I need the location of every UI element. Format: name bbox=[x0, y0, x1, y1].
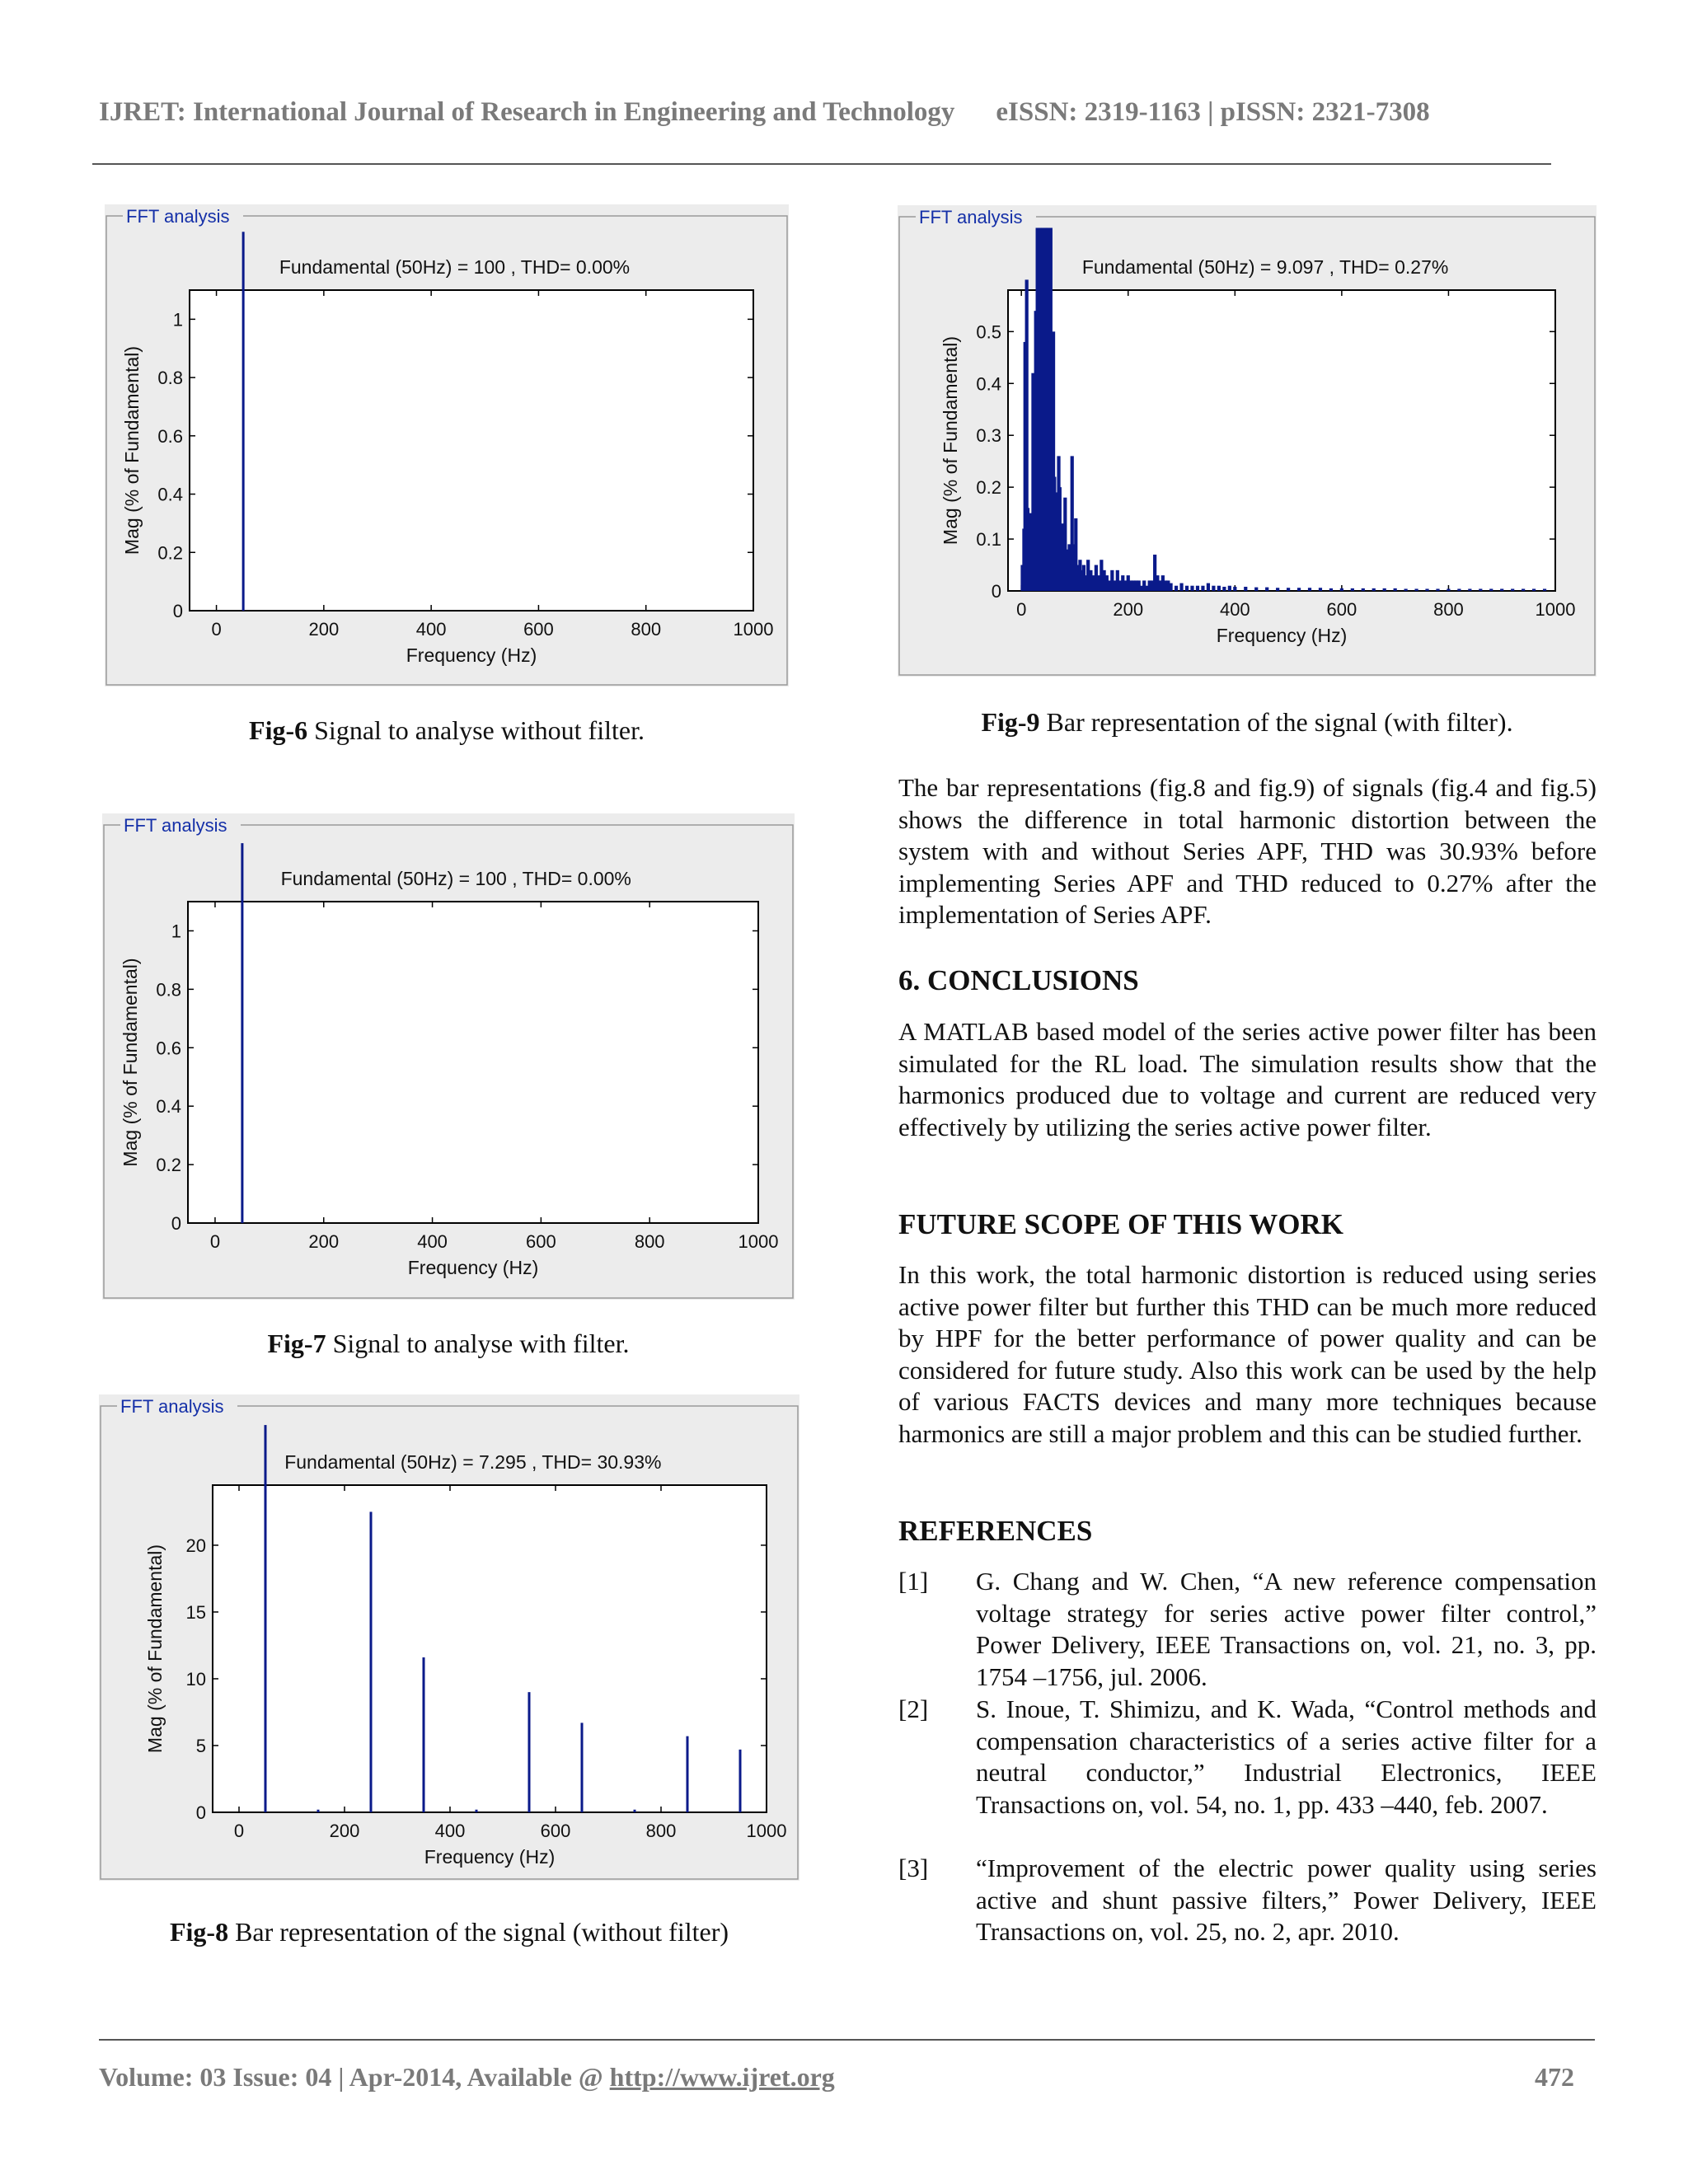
journal-url-link[interactable]: http://www.ijret.org bbox=[609, 2062, 835, 2092]
figure-7-label: Fig-7 bbox=[267, 1329, 326, 1358]
fft-bar bbox=[1340, 588, 1343, 591]
fft-bar bbox=[1287, 588, 1290, 591]
x-tick-label: 400 bbox=[417, 1231, 448, 1252]
fft-bar bbox=[1233, 587, 1236, 591]
x-tick-label: 800 bbox=[631, 619, 662, 640]
fft-bar bbox=[1228, 586, 1231, 591]
y-tick-label: 10 bbox=[185, 1668, 206, 1690]
y-tick-label: 5 bbox=[195, 1735, 206, 1756]
chart-title: Fundamental (50Hz) = 100 , THD= 0.00% bbox=[280, 868, 631, 889]
figure-8-caption-text: Bar representation of the signal (without filter) bbox=[228, 1917, 729, 1947]
future-scope-paragraph: In this work, the total harmonic distortion is reduced using series active power filter but further this THD can be much more reduced by HPF for the better performance of power quality and can be considered for future study. Also this work can be used by the help of various FACTS devices and many more techniques because harmonics are still a major problem and this can be studied further. bbox=[898, 1260, 1597, 1448]
x-tick-label: 600 bbox=[540, 1821, 571, 1841]
reference-text: “Improvement of the electric power quality using series active and shunt passive filters,” Power Delivery, IEEE Transactions on, vol. 25, no. 2, apr. 2010. bbox=[976, 1854, 1597, 1947]
fft-bar bbox=[1425, 588, 1428, 591]
fft-bar bbox=[1319, 588, 1322, 591]
fft-bar bbox=[1522, 588, 1525, 591]
plot-area bbox=[213, 1485, 767, 1812]
fft-bar bbox=[241, 843, 243, 1223]
future-scope-heading: FUTURE SCOPE OF THIS WORK bbox=[898, 1208, 1344, 1240]
y-axis-label: Mag (% of Fundamental) bbox=[120, 958, 141, 1167]
fft-bar bbox=[1217, 586, 1221, 591]
fft-bar bbox=[1479, 588, 1482, 591]
fft-bar bbox=[1436, 588, 1439, 591]
fft-bar bbox=[1175, 586, 1178, 591]
panel-label: FFT analysis bbox=[919, 207, 1023, 227]
x-axis-label: Frequency (Hz) bbox=[407, 1257, 539, 1278]
fft-bar bbox=[370, 1511, 373, 1812]
fft-bar bbox=[1468, 588, 1471, 591]
plot-area bbox=[188, 902, 758, 1223]
fig6-svg bbox=[105, 204, 789, 687]
fft-bar bbox=[1265, 588, 1268, 591]
reference-text: S. Inoue, T. Shimizu, and K. Wada, “Control methods and compensation characteristics of a series active filter for a neutral conductor,” Industrial Electronics, IEEE Transactions on, vol. 54, no. 1, pp. 433 –440, feb. 2007. bbox=[976, 1694, 1597, 1819]
y-tick-label: 0 bbox=[172, 601, 183, 621]
figure-6-label: Fig-6 bbox=[249, 715, 308, 745]
y-tick-label: 0.3 bbox=[976, 425, 1001, 447]
y-tick-label: 0 bbox=[195, 1802, 206, 1823]
fft-bar bbox=[242, 232, 245, 611]
fig7-svg bbox=[102, 813, 795, 1300]
fft-bar bbox=[1308, 588, 1311, 591]
fft-bar bbox=[1362, 588, 1365, 591]
x-tick-label: 200 bbox=[308, 619, 340, 640]
figure-8-chart bbox=[99, 1394, 799, 1881]
panel-label: FFT analysis bbox=[120, 1396, 224, 1417]
fft-bar bbox=[687, 1736, 689, 1812]
panel-label: FFT analysis bbox=[126, 206, 230, 227]
chart-title: Fundamental (50Hz) = 7.295 , THD= 30.93% bbox=[284, 1451, 662, 1473]
x-tick-label: 0 bbox=[1016, 599, 1027, 620]
y-tick-label: 1 bbox=[171, 921, 181, 942]
fft-bar bbox=[1222, 587, 1226, 591]
x-tick-label: 200 bbox=[329, 1821, 360, 1841]
x-tick-label: 200 bbox=[308, 1231, 340, 1252]
running-footer bbox=[99, 2062, 1574, 2093]
x-tick-label: 0 bbox=[233, 1821, 245, 1841]
fig9-svg bbox=[898, 205, 1597, 677]
y-tick-label: 20 bbox=[185, 1535, 206, 1556]
footer-rule bbox=[99, 2039, 1595, 2041]
fft-bar bbox=[423, 1657, 425, 1812]
journal-name: IJRET: International Journal of Research in Engineering and Technology bbox=[99, 97, 955, 127]
fft-bar bbox=[1489, 588, 1493, 591]
fft-bar bbox=[1254, 588, 1258, 591]
y-tick-label: 0.6 bbox=[156, 1038, 181, 1059]
x-axis-label: Frequency (Hz) bbox=[406, 644, 537, 666]
y-tick-label: 0.2 bbox=[976, 477, 1001, 499]
y-axis-label: Mag (% of Fundamental) bbox=[144, 1544, 166, 1754]
figure-6-caption-text: Signal to analyse without filter. bbox=[307, 715, 645, 745]
conclusions-paragraph: A MATLAB based model of the series active power filter has been simulated for the RL load. The simulation results show that the harmonics produced due to voltage and current are reduced very effectively by utilizing the series active power filter. bbox=[898, 1017, 1597, 1141]
y-tick-label: 0.2 bbox=[156, 1155, 181, 1176]
plot-area bbox=[1008, 290, 1555, 591]
y-axis-label: Mag (% of Fundamental) bbox=[940, 335, 961, 546]
y-tick-label: 0.2 bbox=[157, 542, 183, 564]
fft-bar bbox=[1276, 588, 1279, 591]
figure-7-caption-text: Signal to analyse with filter. bbox=[326, 1329, 630, 1358]
fft-bar bbox=[476, 1810, 478, 1812]
y-tick-label: 0.5 bbox=[976, 321, 1001, 343]
y-tick-label: 0.8 bbox=[156, 979, 181, 1001]
fft-bar bbox=[1212, 586, 1215, 591]
x-tick-label: 800 bbox=[1433, 599, 1464, 620]
fft-bar bbox=[1179, 583, 1183, 591]
fft-bar bbox=[528, 1692, 531, 1812]
fft-bar bbox=[1457, 588, 1461, 591]
fft-bar bbox=[1196, 586, 1199, 591]
fft-bar bbox=[1447, 588, 1450, 591]
fft-bar bbox=[1297, 588, 1301, 591]
x-tick-label: 600 bbox=[523, 619, 554, 640]
reference-number: [2] bbox=[898, 1694, 929, 1723]
fft-bar bbox=[634, 1810, 636, 1812]
y-tick-label: 0.6 bbox=[157, 425, 183, 447]
figure-8-caption bbox=[99, 1917, 799, 1947]
fft-bar bbox=[317, 1810, 320, 1812]
reference-item bbox=[898, 1853, 1597, 1948]
fft-bar bbox=[1372, 588, 1376, 591]
x-tick-label: 800 bbox=[645, 1821, 677, 1841]
fft-bar bbox=[1404, 588, 1408, 591]
x-axis-label: Frequency (Hz) bbox=[424, 1846, 556, 1868]
fft-bar bbox=[1207, 583, 1210, 591]
y-tick-label: 0 bbox=[991, 581, 1001, 602]
x-tick-label: 1000 bbox=[1535, 599, 1576, 620]
chart-title: Fundamental (50Hz) = 9.097 , THD= 0.27% bbox=[1081, 256, 1449, 278]
references-heading: REFERENCES bbox=[898, 1515, 1093, 1547]
x-tick-label: 200 bbox=[1113, 599, 1144, 620]
panel-label: FFT analysis bbox=[124, 815, 227, 836]
x-tick-label: 1000 bbox=[746, 1821, 787, 1841]
fft-bar bbox=[739, 1750, 742, 1812]
fft-bar bbox=[1185, 586, 1189, 591]
y-tick-label: 0.1 bbox=[976, 529, 1001, 551]
figure-9-label: Fig-9 bbox=[981, 707, 1040, 737]
x-tick-label: 400 bbox=[415, 619, 447, 640]
fft-bar bbox=[1383, 588, 1386, 591]
page-number: 472 bbox=[1535, 2062, 1574, 2092]
fft-bar bbox=[1543, 588, 1546, 591]
fft-bar bbox=[1201, 586, 1204, 591]
fft-bar bbox=[265, 1425, 267, 1812]
plot-area bbox=[190, 290, 753, 611]
x-tick-label: 600 bbox=[526, 1231, 556, 1252]
x-axis-label: Frequency (Hz) bbox=[1216, 625, 1348, 646]
fft-bar bbox=[1351, 588, 1354, 591]
x-tick-label: 400 bbox=[1219, 599, 1250, 620]
intro-paragraph: The bar representations (fig.8 and fig.9) of signals (fig.4 and fig.5) shows the difference in total harmonic distortion between the system with and without Series APF, THD was 30.93% before implementing Series APF and THD reduced to 0.27% after the implementation of Series APF. bbox=[898, 773, 1597, 930]
y-tick-label: 0.8 bbox=[157, 368, 183, 389]
fft-bar bbox=[1500, 588, 1503, 591]
fft-bar bbox=[1414, 588, 1418, 591]
figure-7-caption bbox=[102, 1329, 795, 1359]
conclusions-heading: 6. CONCLUSIONS bbox=[898, 964, 1139, 996]
fft-bar bbox=[1394, 588, 1397, 591]
figure-9-caption-text: Bar representation of the signal (with filter). bbox=[1039, 707, 1513, 737]
figure-6-chart bbox=[105, 204, 789, 687]
figure-9-caption bbox=[898, 707, 1597, 738]
fft-bar bbox=[1532, 588, 1536, 591]
fft-bar bbox=[1169, 583, 1172, 591]
y-tick-label: 15 bbox=[185, 1601, 206, 1623]
x-tick-label: 0 bbox=[209, 1231, 221, 1252]
reference-number: [3] bbox=[898, 1854, 929, 1882]
fft-bar bbox=[581, 1722, 584, 1812]
fft-bar bbox=[1244, 587, 1247, 591]
y-axis-label: Mag (% of Fundamental) bbox=[121, 345, 143, 555]
x-tick-label: 400 bbox=[434, 1821, 466, 1841]
y-tick-label: 0.4 bbox=[976, 373, 1001, 395]
x-tick-label: 800 bbox=[634, 1231, 665, 1252]
figure-7-chart bbox=[102, 813, 795, 1300]
fft-bar bbox=[1329, 588, 1333, 591]
reference-item bbox=[898, 1566, 1597, 1693]
fft-bar bbox=[1190, 586, 1193, 591]
issn-info: eISSN: 2319-1163 | pISSN: 2321-7308 bbox=[996, 97, 1430, 127]
footer-volume: Volume: 03 Issue: 04 | Apr-2014, Available @ bbox=[99, 2062, 610, 2092]
y-tick-label: 1 bbox=[172, 309, 183, 330]
x-tick-label: 1000 bbox=[733, 619, 774, 640]
running-header bbox=[99, 97, 1550, 128]
reference-number: [1] bbox=[898, 1567, 929, 1596]
x-tick-label: 0 bbox=[211, 619, 222, 640]
fig8-svg bbox=[99, 1394, 799, 1881]
figure-9-chart bbox=[898, 205, 1597, 677]
reference-text: G. Chang and W. Chen, “A new reference compensation voltage strategy for series active power filter control,” Power Delivery, IEEE Transactions on, vol. 21, no. 3, pp. 1754 –1756, jul. 2006. bbox=[976, 1567, 1597, 1691]
figure-6-caption bbox=[105, 715, 789, 746]
y-tick-label: 0 bbox=[171, 1213, 181, 1234]
fft-bar bbox=[1511, 588, 1514, 591]
y-tick-label: 0.4 bbox=[156, 1096, 181, 1118]
chart-title: Fundamental (50Hz) = 100 , THD= 0.00% bbox=[279, 256, 631, 278]
reference-item bbox=[898, 1694, 1597, 1821]
y-tick-label: 0.4 bbox=[157, 484, 183, 505]
header-rule bbox=[92, 163, 1551, 165]
x-tick-label: 1000 bbox=[738, 1231, 779, 1252]
x-tick-label: 600 bbox=[1326, 599, 1357, 620]
figure-8-label: Fig-8 bbox=[169, 1917, 229, 1947]
